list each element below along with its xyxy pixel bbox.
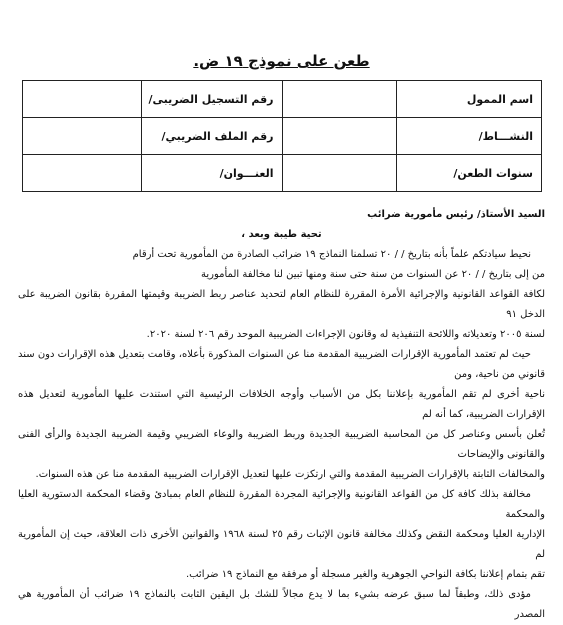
tax-registration-field[interactable] <box>23 81 142 118</box>
greeting-line: تحية طيبة وبعد ، <box>241 229 322 240</box>
table-row <box>23 118 542 155</box>
paragraph-line: ناحية أخرى لم تقم المأمورية بإعلاننا بكل من الأسباب وأوجه الخلافات الرئيسية التي استندت عليها المأمورية لتعديل هذه الإقرارات الضريبية، كما أنه لم <box>18 389 545 420</box>
letter-body <box>18 205 545 625</box>
table-row <box>23 81 542 118</box>
appeal-years-field[interactable] <box>282 155 396 192</box>
paragraph-line: والمخالفات الثابتة بالإقرارات الضريبية المقدمة والتي ارتكزت عليها لتعديل الإقرارات الضريبية المقدمة منا عن هذه السنوات. <box>35 469 545 480</box>
paragraph-line: مؤدى ذلك، وطبقاً لما سبق عرضه بشيء بما لا يدع مجالاً للشك بل اليقين الثابت بالنماذج ١٩ ضرائب أن المأمورية هي المصدر <box>18 589 545 620</box>
paragraph-line: من إلى بتاريخ / / ٢٠ عن السنوات من سنة حتى سنة ومنها تبين لنا مخالفة المأمورية <box>201 269 545 280</box>
paragraph-line: لكافة القواعد القانونية والإجرائية الأمرة المقررة للنظام العام لتحديد عناصر ربط الضريبة وقيمتها المقررة بقانون الضريبة على الدخل ٩١ <box>18 289 545 320</box>
paragraph-line: حيث لم تعتمد المأمورية الإقرارات الضريبية المقدمة منا عن السنوات المذكورة بأعلاه، وقامت بتعديل هذه الإقرارات دون سند قانوني من ناحية، ومن <box>18 349 545 380</box>
addressee-line: السيد الأستاذ/ رئيس مأمورية ضرائب <box>367 209 545 220</box>
tax-file-field[interactable] <box>23 118 142 155</box>
paragraph-line: مخالفة بذلك كافة كل من القواعد القانونية والإجرائية المجردة المقررة للنظام العام بمبادئ وقضاء المحكمة الدستورية العليا والمحكمة <box>18 489 545 520</box>
document-title: طعن على نموذج ١٩ ض. <box>193 52 370 70</box>
paragraph-line: لسنة ٢٠٠٥ وتعديلاته واللائحة التنفيذية له وقانون الإجراءات الضريبية الموحد رقم ٢٠٦ لسنة ٢٠٢٠. <box>146 329 545 340</box>
activity-label: النشـــاط/ <box>396 118 541 155</box>
tax-registration-label: رقم التسجيل الضريبى/ <box>142 81 282 118</box>
paragraph-line: نحيط سيادتكم علماً بأنه بتاريخ / / ٢٠ تسلمنا النماذج ١٩ ضرائب الصادرة من المأمورية تحت أرقام <box>132 249 531 260</box>
paragraph-line: تُعلن بأسس وعناصر كل من المحاسبة الضريبية الجديدة وربط الضريبة والوعاء الضريبي وقيمة الضريبة الجديدة والرأى الفنى والقانونى والإيضاحات <box>18 429 545 460</box>
activity-field[interactable] <box>282 118 396 155</box>
appeal-years-label: سنوات الطعن/ <box>396 155 541 192</box>
taxpayer-name-field[interactable] <box>282 81 396 118</box>
paragraph-line: تقم بتمام إعلاننا بكافة النواحي الجوهرية والغير مسجلة أو مرفقة مع النماذج ١٩ ضرائب. <box>185 569 545 580</box>
taxpayer-name-label: اسم الممول <box>396 81 541 118</box>
paragraph-line: الإدارية العليا ومحكمة النقض وكذلك مخالفة قانون الإثبات رقم ٢٥ لسنة ١٩٦٨ والقوانين الأخرى ذات العلاقة، حيث إن المأمورية لم <box>18 529 545 560</box>
address-field[interactable] <box>23 155 142 192</box>
table-row <box>23 155 542 192</box>
taxpayer-info-table <box>22 80 542 192</box>
tax-file-label: رقم الملف الضريبي/ <box>142 118 282 155</box>
address-label: العنـــوان/ <box>142 155 282 192</box>
